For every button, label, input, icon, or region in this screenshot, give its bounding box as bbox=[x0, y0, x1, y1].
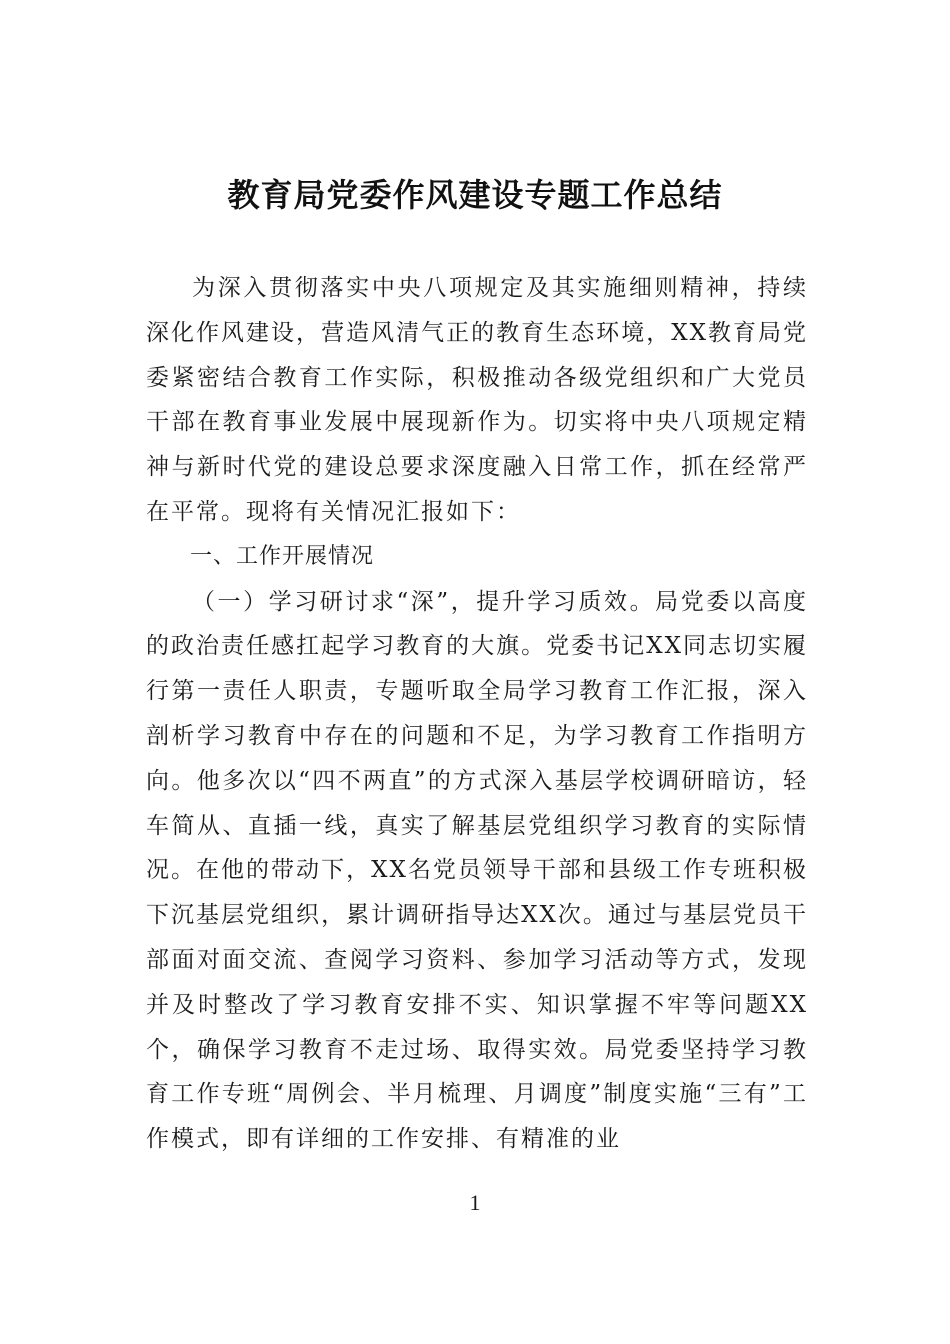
page-number: 1 bbox=[469, 1190, 481, 1215]
document-body bbox=[146, 266, 808, 1162]
intro-paragraph: 为深入贯彻落实中央八项规定及其实施细则精神，持续深化作风建设，营造风清气正的教育生态环境，XX教育局党委紧密结合教育工作实际，积极推动各级党组织和广大党员干部在教育事业发展中展现新作为。切实将中央八项规定精神与新时代党的建设总要求深度融入日常工作，抓在经常严在平常。现将有关情况汇报如下： bbox=[146, 275, 808, 525]
section-heading: 一、工作开展情况 bbox=[190, 543, 375, 569]
body-paragraph: （一）学习研讨求“深”，提升学习质效。局党委以高度的政治责任感扛起学习教育的大旗。党委书记XX同志切实履行第一责任人职责，专题听取全局学习教育工作汇报，深入剖析学习教育中存在的问题和不足，为学习教育工作指明方向。他多次以“四不两直”的方式深入基层学校调研暗访，轻车简从、直插一线，真实了解基层党组织学习教育的实际情况。在他的带动下，XX名党员领导干部和县级工作专班积极下沉基层党组织，累计调研指导达XX次。通过与基层党员干部面对面交流、查阅学习资料、参加学习活动等方式，发现并及时整改了学习教育安排不实、知识掌握不牢等问题XX个，确保学习教育不走过场、取得实效。局党委坚持学习教育工作专班“周例会、半月梳理、月调度”制度实施“三有”工作模式，即有详细的工作安排、有精准的业 bbox=[146, 588, 808, 1153]
document-title: 教育局党委作风建设专题工作总结 bbox=[227, 176, 723, 214]
